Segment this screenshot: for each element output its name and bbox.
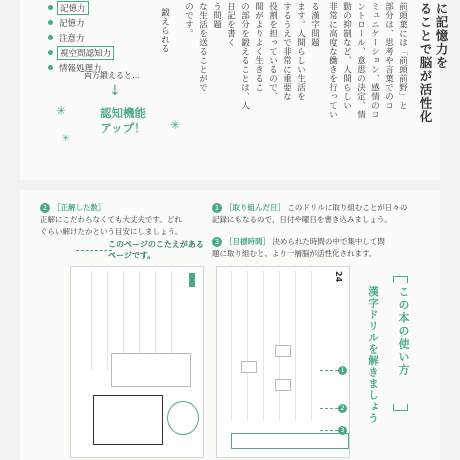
page-number: 24 xyxy=(334,271,343,283)
page-tab xyxy=(189,273,195,287)
sparkle-icon: ✳ xyxy=(170,118,181,132)
text-column: 動の抑制など、人間らしい xyxy=(341,2,352,110)
page-rule xyxy=(247,271,248,421)
bullet-icon xyxy=(48,5,53,10)
tip-heading-row xyxy=(40,202,220,214)
skill-label: 記憶力 xyxy=(57,1,89,15)
sparkle-icon: ✳ xyxy=(62,134,70,144)
tip-correct-count xyxy=(40,202,220,238)
skill-item xyxy=(48,15,114,30)
text-column: る漢字問題 xyxy=(309,2,320,47)
skill-label: 情報処理力 xyxy=(59,63,102,74)
text-column: な生活を送ることがで xyxy=(197,2,208,92)
page-rule xyxy=(231,271,232,421)
skill-item xyxy=(48,45,114,60)
text-column: 日記を書く xyxy=(225,2,236,47)
callout-number: 2 xyxy=(338,404,347,413)
step-number-badge: 1 xyxy=(212,203,222,213)
text-column: 間がよりよく生きるこ xyxy=(253,2,264,92)
answer-box xyxy=(111,353,191,387)
tip-text: ぐらい解けたかという目安にしましょう。 xyxy=(40,227,183,236)
answer-box xyxy=(275,379,291,391)
answer-strip xyxy=(231,433,349,449)
bullet-icon xyxy=(48,35,53,40)
tip-text: 正解にこだわらなくても大丈夫です。どれ xyxy=(40,215,182,224)
illustration-circle xyxy=(167,401,199,435)
text-column: 前頭葉には「前頭前野」と xyxy=(397,2,408,110)
tip-text: このドリルに取り組むことが日々の xyxy=(287,203,408,212)
text-column: う問題 xyxy=(211,2,222,29)
skill-list xyxy=(48,0,114,75)
page-rule xyxy=(107,271,108,371)
text-column: ミュニケーション、感情のコ xyxy=(369,2,380,119)
tip-heading-row xyxy=(212,202,440,214)
section-title: に記憶力を xyxy=(434,2,449,70)
skill-label: 視空間認知力 xyxy=(57,46,114,60)
bullet-icon xyxy=(48,20,53,25)
text-column: ントロール、意思の決定、情 xyxy=(355,2,366,119)
drill-page-left xyxy=(70,266,204,458)
bullet-icon xyxy=(48,50,53,55)
bottom-panel xyxy=(20,190,440,460)
callout-line: 認知機能 xyxy=(100,106,146,120)
answer-box xyxy=(241,361,257,373)
callout-line: アップ！ xyxy=(100,121,146,135)
callout-number: 3 xyxy=(338,426,347,435)
page-rule xyxy=(91,271,92,371)
answer-box xyxy=(275,345,291,357)
illustration-box xyxy=(93,395,163,445)
page-rule xyxy=(263,271,264,421)
step-number-badge: 2 xyxy=(40,203,50,213)
text-column: 役割を担っているので、 xyxy=(267,2,278,101)
callout-number: 1 xyxy=(338,366,347,375)
text-column: の部分を鍛えることは、人 xyxy=(239,2,250,110)
note-line: このページのこたえがある xyxy=(108,240,204,249)
tip-target-time xyxy=(212,236,440,260)
tip-date xyxy=(212,202,440,226)
tip-text: 記録にもなるので、日付や曜日を書き込みましょう。 xyxy=(212,215,392,224)
answer-page-note xyxy=(108,239,204,261)
tip-heading: ［取り組んだ日］ xyxy=(225,203,285,212)
text-column: 部分は、思考や言葉でのコ xyxy=(383,2,394,110)
both-train-text: 両方鍛えると… xyxy=(84,71,140,80)
text-column: のです。 xyxy=(183,2,194,38)
skill-item xyxy=(48,30,114,45)
tip-text: 題に取り組むと、より一層脳が活性化されます。 xyxy=(212,249,377,258)
text-column: するうえで非常に重要な xyxy=(281,2,292,101)
skill-label: 注意力 xyxy=(59,33,85,44)
text-column: ます。人間らしい生活を xyxy=(295,2,306,101)
arrow-down-icon: ↓ xyxy=(109,83,121,99)
bullet-icon xyxy=(48,65,53,70)
tip-heading-row xyxy=(212,236,440,248)
bracket-top xyxy=(393,276,408,283)
leader-line xyxy=(76,250,112,251)
page-rule xyxy=(295,271,296,421)
text-column: 非常に高度な働きを行ってい xyxy=(327,2,338,119)
callout xyxy=(68,106,181,136)
skill-item xyxy=(48,0,114,15)
guide-title: この本の使い方 xyxy=(397,286,410,377)
leader-line xyxy=(320,430,338,431)
leader-line xyxy=(320,370,338,371)
top-panel xyxy=(20,0,449,180)
note-line: ページです。 xyxy=(108,251,156,260)
step-number-badge: 3 xyxy=(212,237,222,247)
bracket-bottom xyxy=(393,404,408,411)
tip-text: 決められた時間の中で集中して問 xyxy=(272,237,385,246)
drill-heading: 漢字ドリルを解きましょう xyxy=(367,286,379,424)
section-title: ることで脳が活性化 xyxy=(418,2,433,124)
leader-line xyxy=(320,408,338,409)
tip-heading: ［正解した数］ xyxy=(53,203,106,212)
tip-heading: ［目標時間］ xyxy=(225,237,270,246)
page-rule xyxy=(311,271,312,421)
skill-label: 記憶力 xyxy=(59,18,85,29)
text-column: 鍛えられる xyxy=(159,8,170,53)
sparkle-icon: ✳ xyxy=(56,104,67,118)
